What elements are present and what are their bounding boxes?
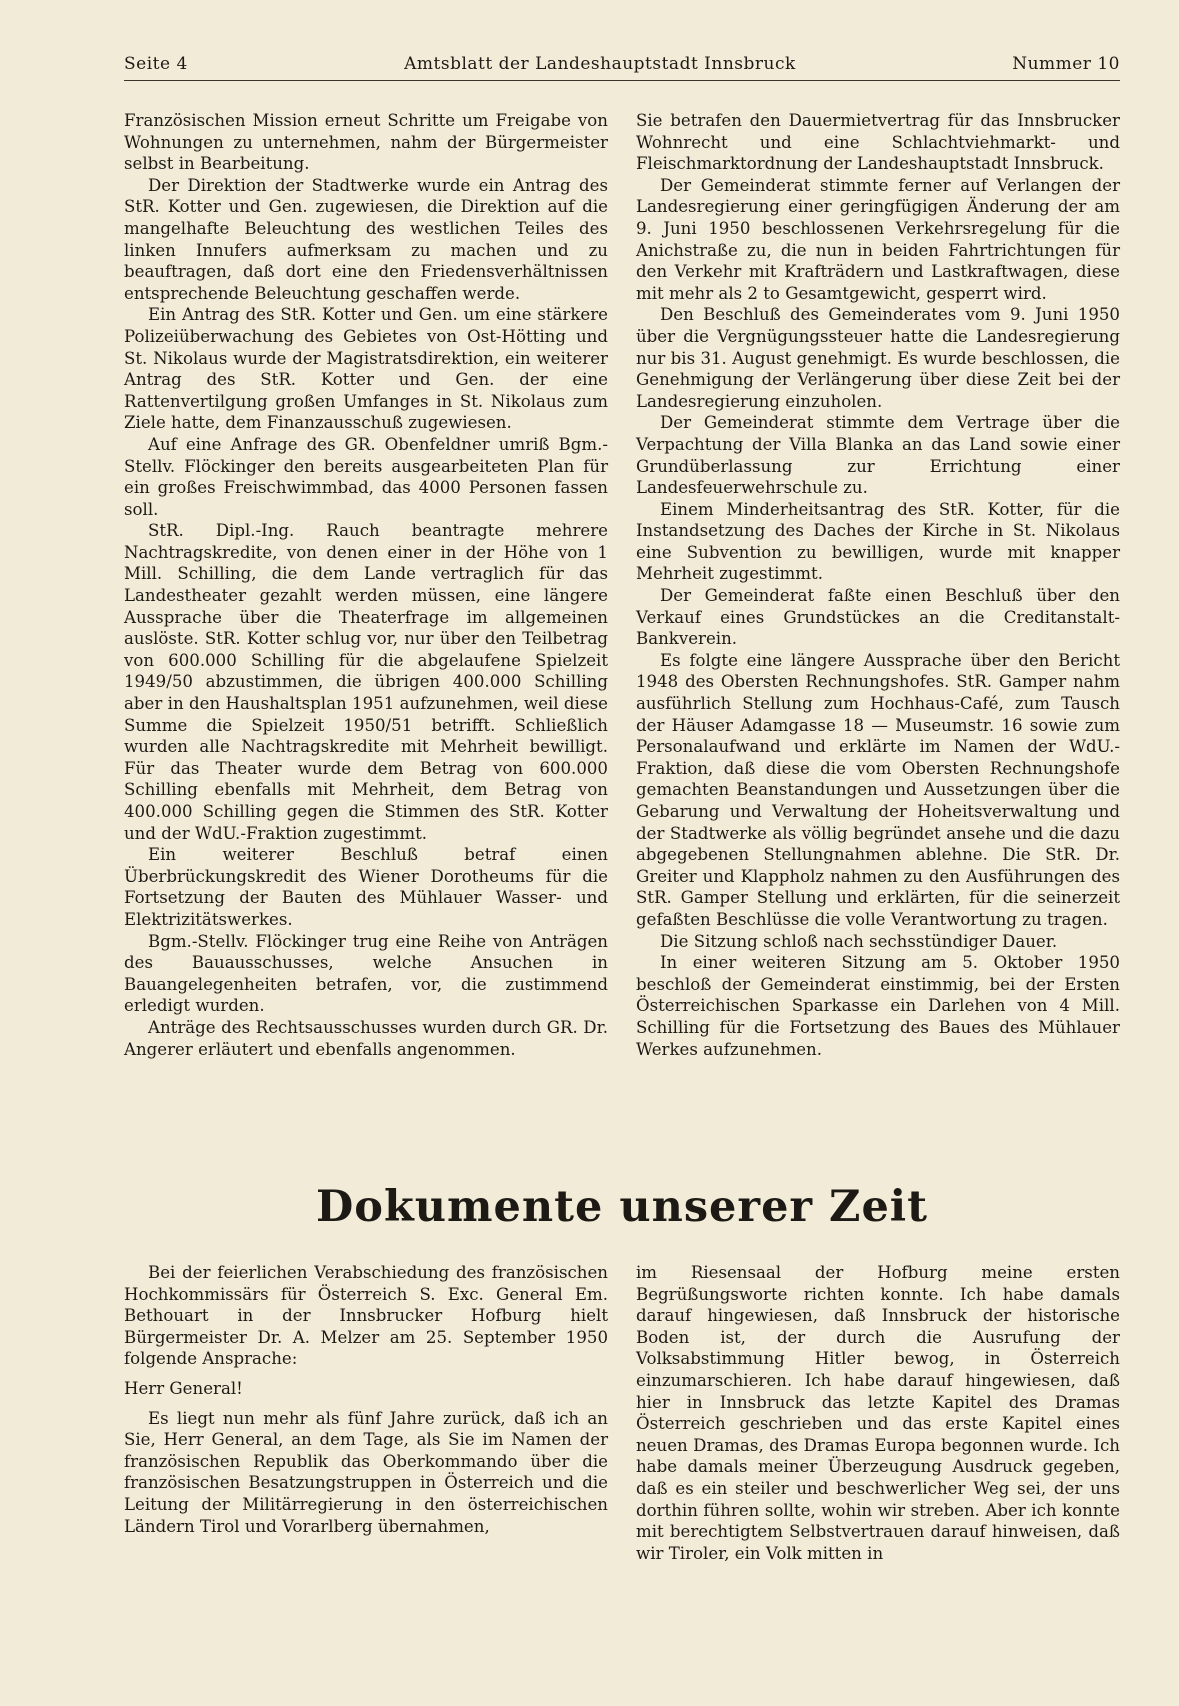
paragraph: Sie betrafen den Dauermietvertrag für das Innsbrucker Wohnrecht und eine Schlachtviehmarkt- und Fleischmarktordnung der Landeshauptstadt Innsbruck. (636, 111, 1120, 174)
paragraph: Der Gemeinderat stimmte dem Vertrage über die Verpachtung der Villa Blanka an das Land sowie einer Grundüberlassung zur Errichtung einer Landesfeuerwehrschule zu. (636, 413, 1120, 498)
paragraph: Auf eine Anfrage des GR. Obenfeldner umriß Bgm.-Stellv. Flöckinger den bereits ausgearbeiteten Plan für ein großes Freischwimmbad, das 4000 Personen fassen soll. (124, 434, 608, 519)
page-number: Seite 4 (124, 54, 188, 74)
paragraph: Der Gemeinderat stimmte ferner auf Verlangen der Landesregierung einer geringfügigen Änderung der am 9. Juni 1950 beschlossenen Verkehrsregelung für die Anichstraße zu, die nun in beiden Fahrtrichtungen für den Verkehr mit Krafträdern und Lastkraftwagen, diese mit mehr als 2 to Gesamtgewicht, gesperrt wird. (636, 175, 1120, 303)
article-headline: Dokumente unserer Zeit (315, 1182, 928, 1232)
section1-column-left (124, 110, 608, 1060)
paragraph: Der Gemeinderat faßte einen Beschluß über den Verkauf eines Grundstückes an die Creditanstalt-Bankverein. (636, 586, 1120, 649)
section1-column-right (636, 110, 1120, 1060)
section2-column-left (124, 1262, 608, 1537)
issue-number: Nummer 10 (1012, 54, 1120, 74)
paragraph: Anträge des Rechtsausschusses wurden durch GR. Dr. Angerer erläutert und ebenfalls angenommen. (124, 1017, 608, 1059)
salutation: Herr General! (124, 1378, 243, 1398)
paragraph: Den Beschluß des Gemeinderates vom 9. Juni 1950 über die Vergnügungssteuer hatte die Landesregierung nur bis 31. August genehmigt. Es wurde beschlossen, die Genehmigung der Verlängerung über diese Zeit bei der Landesregierung einzuholen. (636, 305, 1120, 411)
paragraph: Ein weiterer Beschluß betraf einen Überbrückungskredit des Wiener Dorotheums für die Fortsetzung der Bauten des Mühlauer Wasser- und Elektrizitätswerkes. (124, 845, 608, 929)
paragraph: Es folgte eine längere Aussprache über den Bericht 1948 des Obersten Rechnungshofes. StR. Gamper nahm ausführlich Stellung zum Hochhaus-Café, zum Tausch der Häuser Adamgasse 18 — Museumstr. 16 sowie zum Personalaufwand und erklärte im Namen der WdU.-Fraktion, daß diese die vom Obersten Rechnungshofe gemachten Beanstandungen und Aussetzungen über die Gebarung und Verwaltung der Hoheitsverwaltung und der Stadtwerke als völlig begründet ansehe und die dazu abgegebenen Stellungnahmen ablehne. Die StR. Dr. Greiter und Klappholz nahmen zu den Ausführungen des StR. Gamper Stellung und erklärten, für die seinerzeit gefaßten Beschlüsse die volle Verantwortung zu tragen. (636, 650, 1120, 929)
paragraph: im Riesensaal der Hofburg meine ersten Begrüßungsworte richten konnte. Ich habe damals darauf hingewiesen, daß Innsbruck der historische Boden ist, der durch die Ausrufung der Volksabstimmung Hitler bewog, in Österreich einzumarschieren. Ich habe darauf hingewiesen, daß hier in Innsbruck das letzte Kapitel des Dramas Österreich geschrieben und das erste Kapitel eines neuen Dramas, des Dramas Europa begonnen wurde. Ich habe damals meiner Überzeugung Ausdruck gegeben, daß es ein steiler und beschwerlicher Weg sei, der uns dorthin führen sollte, wohin wir streben. Aber ich konnte mit berechtigtem Selbstvertrauen darauf hinweisen, daß wir Tiroler, ein Volk mitten in (636, 1263, 1120, 1563)
article-intro: Bei der feierlichen Verabschiedung des französischen Hochkommissärs für Österreich S. Exc. General Em. Bethouart in der Innsbrucker Hofburg hielt Bürgermeister Dr. A. Melzer am 25. September 1950 folgende Ansprache: (124, 1263, 608, 1369)
paragraph: Der Direktion der Stadtwerke wurde ein Antrag des StR. Kotter und Gen. zugewiesen, die Direktion auf die mangelhafte Beleuchtung des westlichen Teiles des linken Innufers aufmerksam zu machen und zu beauftragen, daß dort eine den Friedensverhältnissen entsprechende Beleuchtung geschaffen werde. (124, 175, 608, 303)
paragraph: StR. Dipl.-Ing. Rauch beantragte mehrere Nachtragskredite, von denen einer in der Höhe von 1 Mill. Schilling, die dem Lande vertraglich für das Landestheater gezahlt werden müssen, eine längere Aussprache über die Theaterfrage im allgemeinen auslöste. StR. Kotter schlug vor, nur über den Teilbetrag von 600.000 Schilling für die abgelaufene Spielzeit 1949/50 abzustimmen, die übrigen 400.000 Schilling aber in den Haushaltsplan 1951 aufzunehmen, weil diese Summe die Spielzeit 1950/51 betrifft. Schließlich wurden alle Nachtragskredite mit Mehrheit bewilligt. Für das Theater wurde dem Betrag von 600.000 Schilling ebenfalls mit Mehrheit, dem Betrag von 400.000 Schilling gegen die Stimmen des StR. Kotter und der WdU.-Fraktion zugestimmt. (124, 521, 608, 843)
paragraph: Bgm.-Stellv. Flöckinger trug eine Reihe von Anträgen des Bauausschusses, welche Ansuchen in Bauangelegenheiten betrafen, vor, die zustimmend erledigt wurden. (124, 931, 608, 1016)
section2-column-right (636, 1262, 1120, 1564)
paragraph: Einem Minderheitsantrag des StR. Kotter, für die Instandsetzung des Daches der Kirche in St. Nikolaus eine Subvention zu bewilligen, wurde mit knapper Mehrheit zugestimmt. (636, 499, 1120, 584)
paragraph: Französischen Mission erneut Schritte um Freigabe von Wohnungen zu unternehmen, nahm der Bürgermeister selbst in Bearbeitung. (124, 111, 608, 174)
paragraph: Ein Antrag des StR. Kotter und Gen. um eine stärkere Polizeiüberwachung des Gebietes von Ost-Hötting und St. Nikolaus wurde der Magistratsdirektion, ein weiterer Antrag des StR. Kotter und Gen. der eine Rattenvertilgung großen Umfanges in St. Nikolaus zum Ziele hatte, dem Finanzausschuß zugewiesen. (124, 305, 608, 433)
paragraph: Es liegt nun mehr als fünf Jahre zurück, daß ich an Sie, Herr General, an dem Tage, als Sie im Namen der französischen Republik das Oberkommando über die französischen Besatzungstruppen in Österreich und die Leitung der Militärregierung in den österreichischen Ländern Tirol und Vorarlberg übernahmen, (124, 1408, 608, 1536)
header-rule (124, 80, 1120, 81)
paragraph: In einer weiteren Sitzung am 5. Oktober 1950 beschloß der Gemeinderat einstimmig, bei der Ersten Österreichischen Sparkasse ein Darlehen von 4 Mill. Schilling für die Fortsetzung des Baues des Mühlauer Werkes aufzunehmen. (636, 953, 1120, 1059)
paragraph: Die Sitzung schloß nach sechsstündiger Dauer. (660, 931, 1058, 951)
running-head (124, 54, 1120, 74)
publication-title: Amtsblatt der Landeshauptstadt Innsbruck (404, 54, 796, 74)
